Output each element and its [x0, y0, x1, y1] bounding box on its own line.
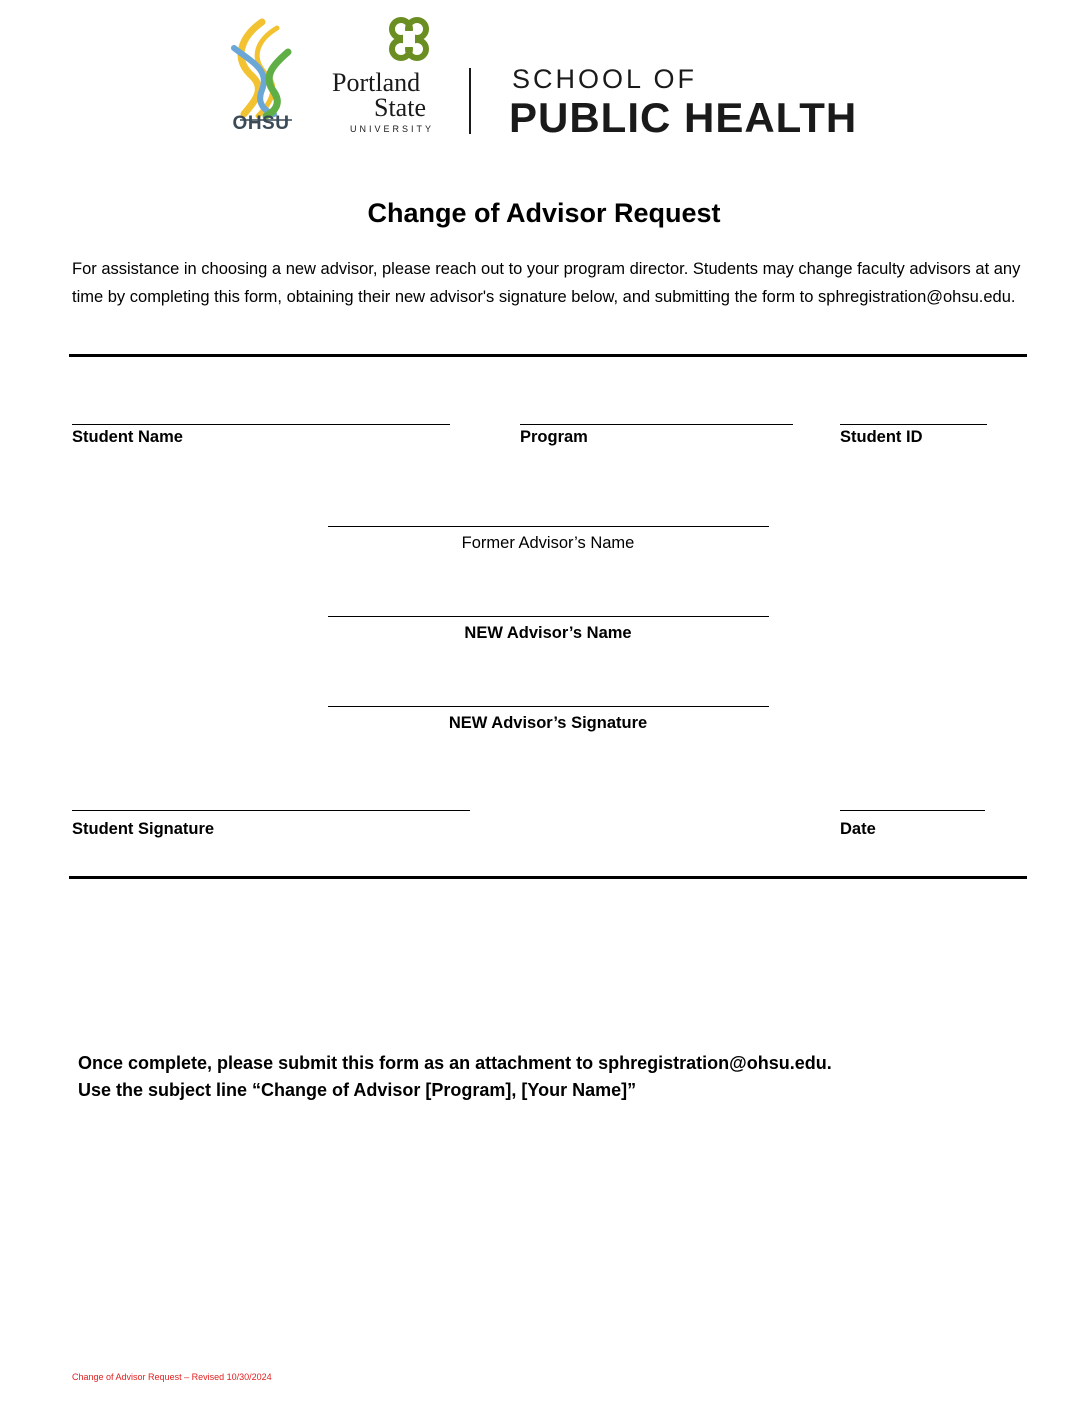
- submission-instructions: [78, 1050, 832, 1104]
- student-name-label: Student Name: [72, 428, 183, 446]
- intro-paragraph: For assistance in choosing a new advisor, please reach out to your program director. Students may change faculty advisors at any time by completing this form, obtaining their new advisor's signature below, and submitting the form to sphregistration@ohsu.edu.: [72, 260, 1021, 306]
- student-id-field[interactable]: [840, 424, 987, 425]
- former-advisor-field[interactable]: [328, 526, 769, 527]
- program-label: Program: [520, 428, 588, 446]
- header-divider: [469, 68, 471, 134]
- instructions-line2: Use the subject line “Change of Advisor [Program], [Your Name]”: [78, 1080, 637, 1100]
- school-name-line2: PUBLIC HEALTH: [509, 94, 858, 141]
- psu-logo-line1: Portland: [332, 68, 421, 97]
- page-title: Change of Advisor Request: [367, 198, 721, 228]
- psu-logo-line2: State: [374, 93, 426, 122]
- student-signature-label: Student Signature: [72, 820, 215, 838]
- student-id-label: Student ID: [840, 428, 923, 446]
- instructions-line1: Once complete, please submit this form as an attachment to sphregistration@ohsu.edu.: [78, 1053, 832, 1073]
- new-advisor-name-label: NEW Advisor’s Name: [464, 624, 632, 642]
- new-advisor-signature-field[interactable]: [328, 706, 769, 707]
- bottom-divider: [69, 876, 1027, 879]
- date-field[interactable]: [840, 810, 985, 811]
- student-name-field[interactable]: [72, 424, 450, 425]
- new-advisor-name-field[interactable]: [328, 616, 769, 617]
- date-label: Date: [840, 820, 876, 838]
- student-signature-field[interactable]: [72, 810, 470, 811]
- psu-logo-line3: UNIVERSITY: [350, 124, 435, 134]
- school-name-line1: SCHOOL OF: [512, 64, 698, 94]
- revision-footer: Change of Advisor Request – Revised 10/30/2024: [72, 1372, 272, 1382]
- ohsu-logo-text: OHSU: [232, 113, 290, 134]
- former-advisor-label: Former Advisor’s Name: [461, 534, 635, 552]
- top-divider: [69, 354, 1027, 357]
- program-field[interactable]: [520, 424, 793, 425]
- psu-logo-mark: [383, 15, 435, 67]
- new-advisor-signature-label: NEW Advisor’s Signature: [448, 714, 648, 732]
